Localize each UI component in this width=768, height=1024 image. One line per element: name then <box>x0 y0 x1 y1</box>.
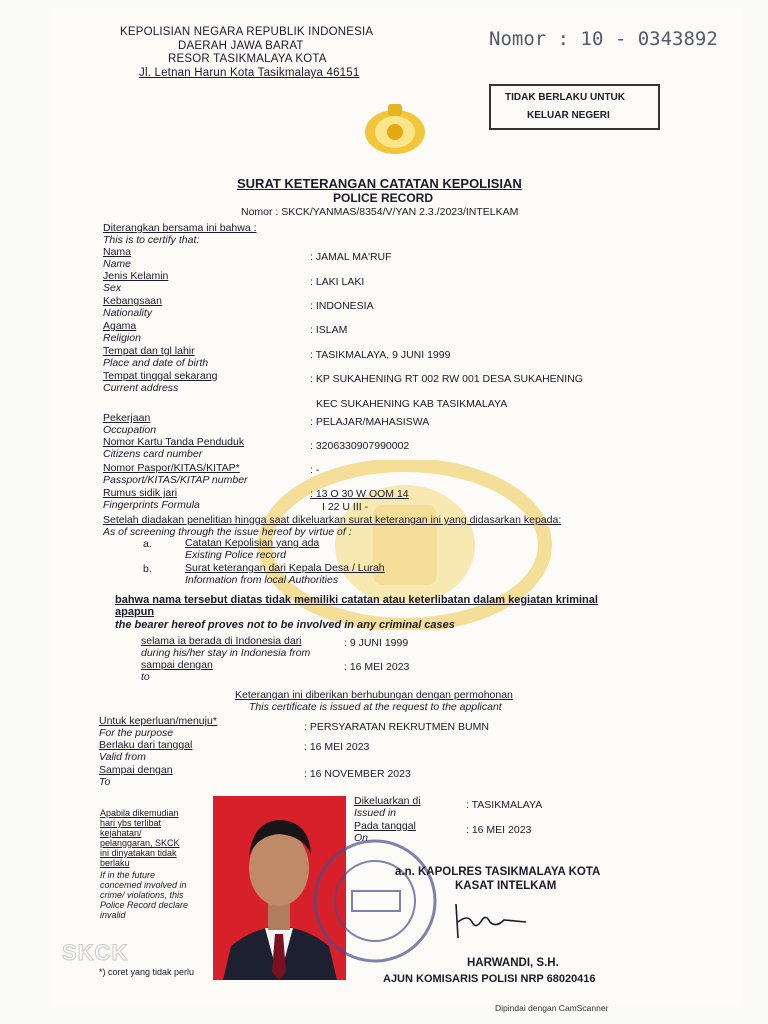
period-from-en: during his/her stay in Indonesia from <box>141 647 311 659</box>
purpose-label-en: Valid from <box>99 751 146 763</box>
not-valid-box <box>489 84 660 130</box>
screening-item-en: Information from local Authorities <box>185 574 339 586</box>
field-value-religion: : ISLAM <box>310 324 348 336</box>
purpose-label-en: To <box>99 776 111 788</box>
footnote: *) coret yang tidak perlu <box>99 967 195 977</box>
scanner-footer: Dipindai dengan CamScanner <box>495 1003 609 1013</box>
header-line-3: RESOR TASIKMALAYA KOTA <box>168 53 327 65</box>
notice-line-5: ini dinyatakan tidak <box>100 848 177 858</box>
screening-en: As of screening through the issue hereof by virtue of : <box>103 526 352 538</box>
signature-line-1: a.n. KAPOLRES TASIKMALAYA KOTA <box>395 866 601 878</box>
statement-id-line-1: bahwa nama tersebut diatas tidak memiliki catatan atau keterlibatan dalam kegiatan kriminal <box>115 594 598 606</box>
signature-line-2: KASAT INTELKAM <box>455 880 557 892</box>
notice-en-1: If in the future <box>100 870 156 880</box>
field-label-id: Rumus sidik jari <box>103 487 178 499</box>
notice-line-3: kejahatan/ <box>100 828 142 838</box>
notice-en-5: invalid <box>100 910 126 920</box>
field-label-id: Nomor Kartu Tanda Penduduk <box>103 436 245 448</box>
field-label-en: Passport/KITAS/KITAP number <box>103 474 248 486</box>
issued-date-en: On <box>354 832 369 844</box>
header-line-1: KEPOLISIAN NEGARA REPUBLIK INDONESIA <box>120 26 374 38</box>
issued-date-value: : 16 MEI 2023 <box>466 824 532 836</box>
field-label-en: Religion <box>103 332 141 344</box>
signature-name: HARWANDI, S.H. <box>467 957 559 969</box>
field-value-address: : KP SUKAHENING RT 002 RW 001 DESA SUKAHENING <box>310 373 583 385</box>
field-value-occupation: : PELAJAR/MAHASISWA <box>310 416 430 428</box>
not-valid-line-1: TIDAK BERLAKU UNTUK <box>505 92 625 103</box>
field-value-nationality: : INDONESIA <box>310 300 374 312</box>
signature-scribble-icon <box>452 900 532 940</box>
field-value-birth: : TASIKMALAYA, 9 JUNI 1999 <box>310 349 451 361</box>
field-value-id-card: : 3206330907990002 <box>310 440 410 452</box>
issued-date-id: Pada tanggal <box>354 820 416 832</box>
period-to-id: sampai dengan <box>141 659 213 671</box>
issued-at-id: Dikeluarkan di <box>354 795 421 807</box>
field-value-name: : JAMAL MA'RUF <box>310 251 392 263</box>
purpose-label-id: Berlaku dari tanggal <box>99 739 193 751</box>
header-address: Jl. Letnan Harun Kota Tasikmalaya 46151 <box>139 67 360 79</box>
request-id: Keterangan ini diberikan berhubungan dengan permohonan <box>235 689 513 701</box>
field-label-id: Nomor Paspor/KITAS/KITAP* <box>103 462 240 474</box>
title-main: SURAT KETERANGAN CATATAN KEPOLISIAN <box>237 176 522 191</box>
not-valid-line-2: KELUAR NEGERI <box>527 110 610 121</box>
field-label-id: Tempat dan tgl lahir <box>103 345 195 357</box>
screening-item-id: Catatan Kepolisian yang ada <box>185 537 320 549</box>
screening-item-letter: b. <box>143 563 152 575</box>
police-emblem-icon <box>360 98 430 158</box>
field-label-en: Citizens card number <box>103 448 203 460</box>
field-label-en: Occupation <box>103 424 157 436</box>
notice-line-6: berlaku <box>100 858 130 868</box>
request-en: This certificate is issued at the request to the applicant <box>249 701 502 713</box>
purpose-label-en: For the purpose <box>99 727 174 739</box>
period-from-id: selama ia berada di Indonesia dari <box>141 635 302 647</box>
field-label-id: Nama <box>103 246 132 258</box>
field-label-en: Sex <box>103 282 122 294</box>
title-number: Nomor : SKCK/YANMAS/8354/V/YAN 2.3./2023/INTELKAM <box>241 206 519 218</box>
field-label-en: Name <box>103 258 132 270</box>
period-from-value: : 9 JUNI 1999 <box>344 637 409 649</box>
statement-en: the bearer hereof proves not to be involved in any criminal cases <box>115 619 455 631</box>
official-stamp-icon <box>310 836 440 966</box>
document-number: Nomor : 10 - 0343892 <box>489 28 718 50</box>
intro-en: This is to certify that: <box>103 234 200 246</box>
intro-id: Diterangkan bersama ini bahwa : <box>103 222 257 234</box>
field-label-id: Pekerjaan <box>103 412 151 424</box>
field-value-sex: : LAKI LAKI <box>310 276 365 288</box>
notice-en-2: concemed involved in <box>100 880 187 890</box>
field-value-fingerprint: : 13 O 30 W OOM 14 <box>310 488 409 500</box>
field-label-id: Tempat tinggal sekarang <box>103 370 218 382</box>
issued-at-en: Issued in <box>354 807 397 819</box>
screening-item-letter: a. <box>143 538 152 550</box>
period-to-value: : 16 MEI 2023 <box>344 661 410 673</box>
purpose-label-id: Untuk keperluan/menuju* <box>99 715 217 727</box>
statement-id-line-2: apapun <box>115 606 155 618</box>
screening-item-id: Surat keterangan dari Kepala Desa / Lurah <box>185 562 385 574</box>
notice-en-4: Police Record declare <box>100 900 189 910</box>
notice-line-1: Apabila dikemudian <box>100 808 179 818</box>
field-value-fingerprint-line-2: I 22 U III - <box>322 501 369 513</box>
header-line-2: DAERAH JAWA BARAT <box>178 40 304 52</box>
notice-line-2: hari ybs terlibat <box>100 818 162 828</box>
signature-rank: AJUN KOMISARIS POLISI NRP 68020416 <box>383 973 596 985</box>
screening-item-en: Existing Police record <box>185 549 286 561</box>
period-to-en: to <box>141 671 150 683</box>
field-label-en: Place and date of birth <box>103 357 209 369</box>
skck-mark: SKCK <box>62 940 129 965</box>
purpose-value: : PERSYARATAN REKRUTMEN BUMN <box>304 721 489 733</box>
notice-en-3: crime/ violations, this <box>100 890 184 900</box>
purpose-label-id: Sampai dengan <box>99 764 173 776</box>
screening-id: Setelah diadakan penelitian hingga saat dikeluarkan surat keterangan ini yang didasarkan kepada: <box>103 514 562 526</box>
field-label-id: Agama <box>103 320 137 332</box>
title-sub: POLICE RECORD <box>333 191 434 205</box>
field-value-passport: : - <box>310 464 320 476</box>
field-label-en: Fingerprints Formula <box>103 499 200 511</box>
valid-from-value: : 16 MEI 2023 <box>304 741 370 753</box>
notice-line-4: pelanggaran, SKCK <box>100 838 180 848</box>
issued-at-value: : TASIKMALAYA <box>466 799 543 811</box>
field-label-en: Current address <box>103 382 179 394</box>
field-value-address-line-2: KEC SUKAHENING KAB TASIKMALAYA <box>316 398 508 410</box>
field-label-id: Jenis Kelamin <box>103 270 169 282</box>
field-label-id: Kebangsaan <box>103 295 162 307</box>
valid-to-value: : 16 NOVEMBER 2023 <box>304 768 411 780</box>
field-label-en: Nationality <box>103 307 153 319</box>
